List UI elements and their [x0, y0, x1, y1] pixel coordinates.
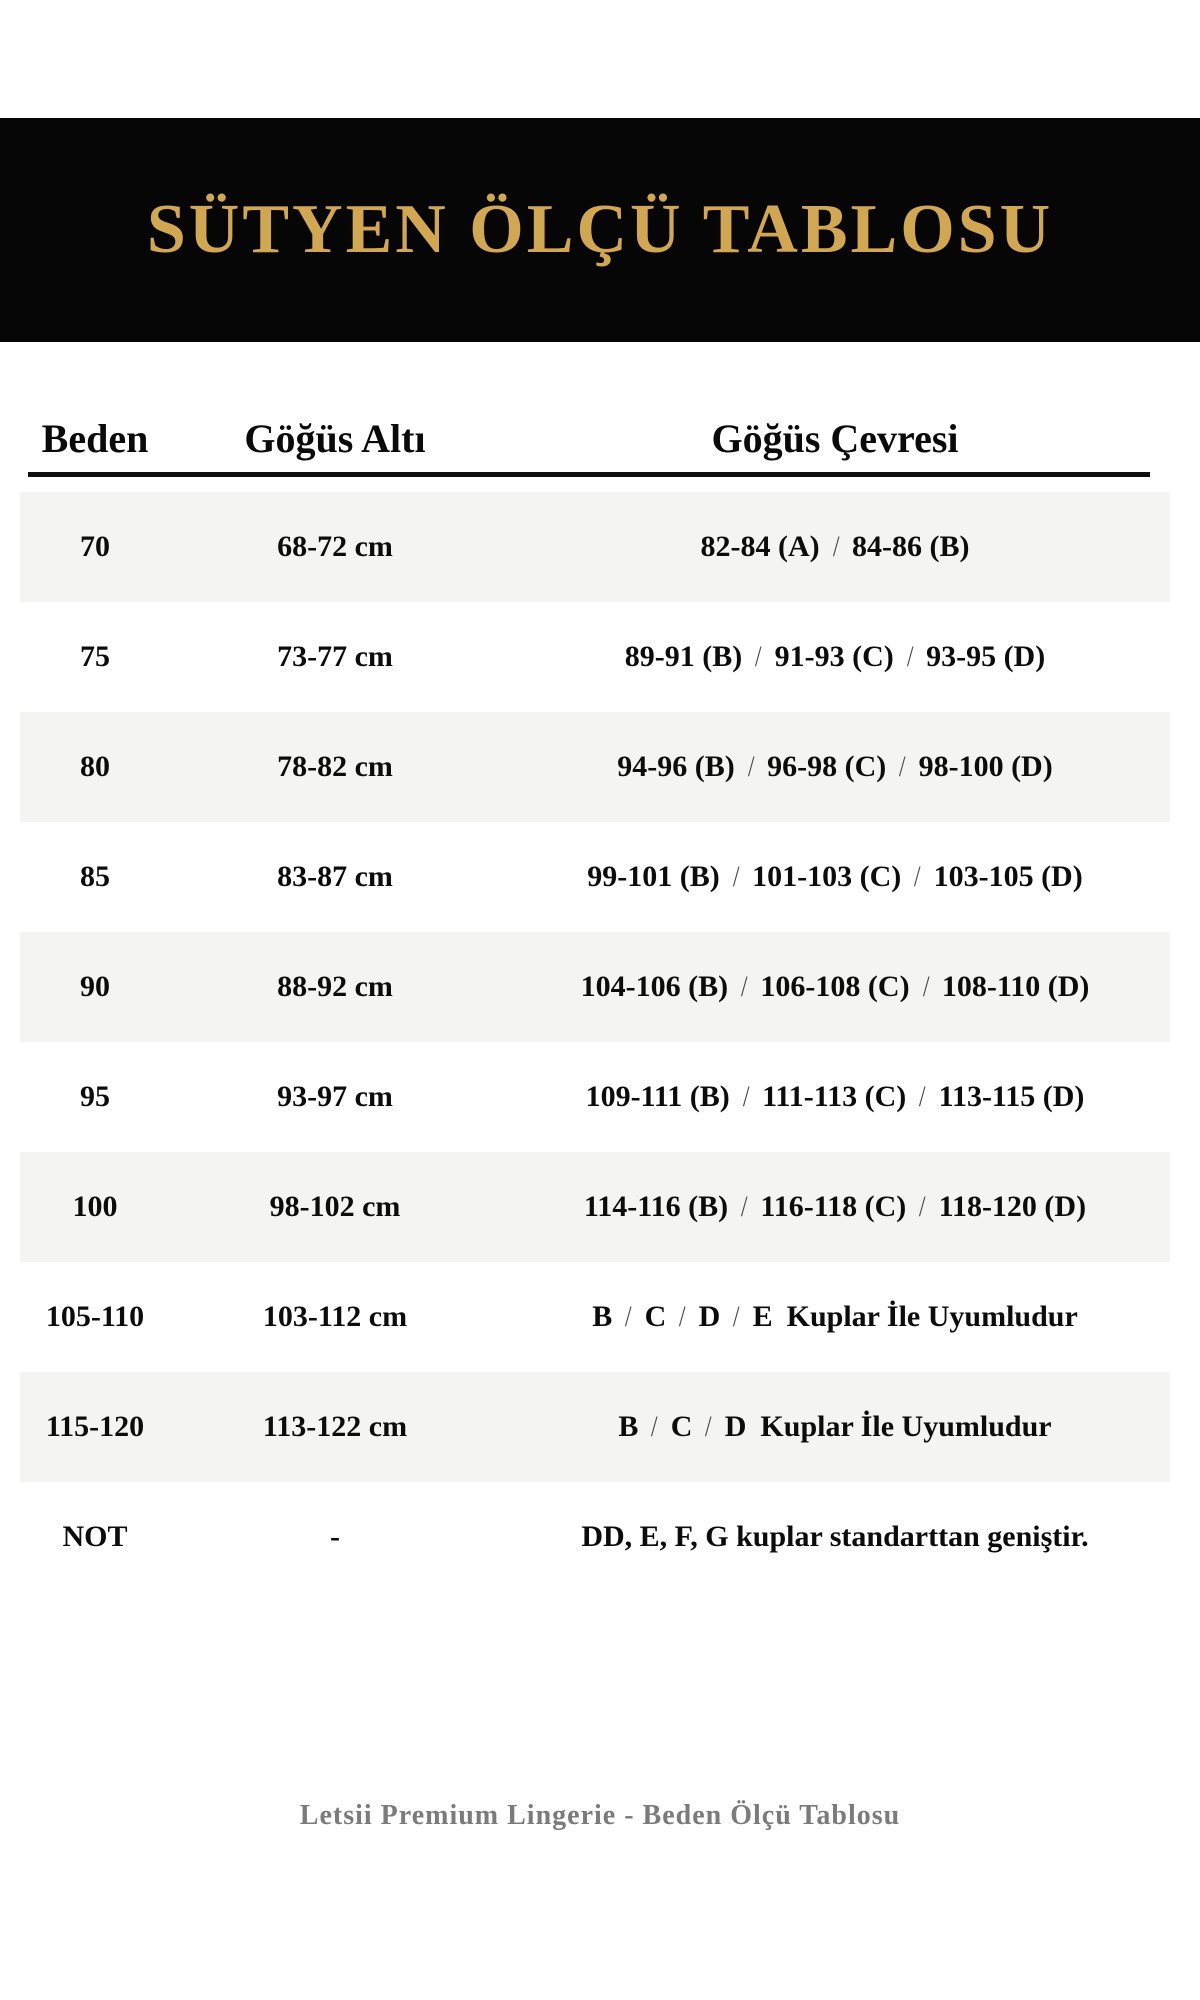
cevre-range: C [670, 1410, 693, 1443]
separator-slash: / [919, 1190, 926, 1223]
cevre-range: 118-120 (D) [938, 1190, 1087, 1223]
beden-cell: 105-110 [45, 1300, 145, 1333]
gogus-alti-cell: - [330, 1520, 340, 1553]
gogus-alti-cell: 103-112 cm [262, 1300, 408, 1333]
table-row [20, 1152, 1170, 1262]
gogus-cevresi-cell [500, 1300, 1170, 1334]
column-header-beden: Beden [41, 416, 149, 461]
gogus-cevresi-cell: DD, E, F, G kuplar standarttan geniştir. [581, 1520, 1089, 1553]
cevre-range: 116-118 (C) [760, 1190, 907, 1223]
cevre-range: 99-101 (B) [587, 860, 720, 893]
cevre-range: 98-100 (D) [918, 750, 1053, 783]
beden-cell: 80 [80, 750, 110, 783]
separator-slash: / [740, 1190, 748, 1223]
footer-caption: Letsii Premium Lingerie - Beden Ölçü Tablosu [299, 1800, 901, 1831]
column-header-gogus-alti: Göğüs Altı [244, 416, 426, 461]
table-row [20, 822, 1170, 932]
column-header-gogus-cevresi: Göğüs Çevresi [711, 416, 959, 461]
separator-slash: / [742, 1080, 750, 1113]
cevre-range: 89-91 (B) [624, 640, 743, 673]
gogus-alti-cell: 73-77 cm [277, 640, 393, 673]
cevre-range: 104-106 (B) [580, 970, 729, 1003]
separator-slash: / [906, 640, 914, 673]
gogus-cevresi-cell [500, 970, 1170, 1004]
gogus-alti-cell: 68-72 cm [277, 530, 393, 563]
cevre-range: 94-96 (B) [617, 750, 735, 783]
size-table [20, 342, 1170, 1592]
separator-slash: / [732, 860, 740, 893]
separator-slash: / [679, 1300, 686, 1333]
gogus-cevresi-cell [500, 1190, 1170, 1224]
table-row [20, 1042, 1170, 1152]
table-header-row [20, 342, 1170, 472]
table-row [20, 1372, 1170, 1482]
cevre-range: B [618, 1410, 639, 1443]
gogus-cevresi-cell [500, 860, 1170, 894]
beden-cell: 70 [80, 530, 110, 563]
cevre-range: 111-113 (C) [762, 1080, 907, 1113]
beden-cell: 75 [80, 640, 110, 673]
separator-slash: / [651, 1410, 658, 1443]
beden-cell: 100 [72, 1190, 118, 1223]
separator-slash: / [705, 1410, 712, 1443]
cevre-range: 101-103 (C) [752, 860, 902, 893]
beden-cell: 85 [80, 860, 110, 893]
cevre-range: 113-115 (D) [938, 1080, 1085, 1113]
cevre-range: 114-116 (B) [583, 1190, 729, 1223]
page-title: SÜTYEN ÖLÇÜ TABLOSU [146, 191, 1054, 268]
header-underline [28, 472, 1150, 477]
table-row [20, 602, 1170, 712]
beden-cell: 95 [80, 1080, 110, 1113]
separator-slash: / [832, 530, 840, 563]
gogus-alti-cell: 88-92 cm [277, 970, 393, 1003]
cevre-range: 108-110 (D) [941, 970, 1090, 1003]
cevre-range: 82-84 (A) [700, 530, 820, 563]
cevre-range: 106-108 (C) [760, 970, 910, 1003]
cevre-range: 103-105 (D) [933, 860, 1083, 893]
cevre-range: D [698, 1300, 721, 1333]
table-rows [20, 492, 1170, 1592]
title-banner [0, 118, 1200, 342]
separator-slash: / [899, 750, 906, 783]
table-row [20, 492, 1170, 602]
beden-cell: 90 [80, 970, 110, 1003]
beden-cell: 115-120 [45, 1410, 145, 1443]
cevre-range: 96-98 (C) [767, 750, 887, 783]
separator-slash: / [919, 1080, 926, 1113]
cevre-range: 109-111 (B) [585, 1080, 730, 1113]
separator-slash: / [922, 970, 930, 1003]
separator-slash: / [733, 1300, 740, 1333]
gogus-cevresi-cell [500, 1410, 1170, 1444]
cevre-range: D [724, 1410, 747, 1443]
separator-slash: / [914, 860, 921, 893]
gogus-alti-cell: 83-87 cm [277, 860, 393, 893]
cevre-suffix: Kuplar İle Uyumludur [786, 1300, 1078, 1333]
separator-slash: / [740, 970, 748, 1003]
gogus-cevresi-cell [500, 530, 1170, 564]
separator-slash: / [625, 1300, 632, 1333]
cevre-range: B [592, 1300, 613, 1333]
cevre-range: 91-93 (C) [774, 640, 894, 673]
beden-cell: NOT [62, 1520, 128, 1553]
table-row [20, 712, 1170, 822]
gogus-alti-cell: 98-102 cm [269, 1190, 401, 1223]
gogus-alti-cell: 113-122 cm [262, 1410, 408, 1443]
cevre-range: 84-86 (B) [852, 530, 970, 563]
gogus-alti-cell: 93-97 cm [277, 1080, 393, 1113]
gogus-alti-cell: 78-82 cm [277, 750, 393, 783]
separator-slash: / [755, 640, 762, 673]
cevre-range: C [644, 1300, 667, 1333]
table-row [20, 1482, 1170, 1592]
gogus-cevresi-cell [500, 640, 1170, 674]
gogus-cevresi-cell [500, 1080, 1170, 1114]
table-row [20, 932, 1170, 1042]
cevre-suffix: Kuplar İle Uyumludur [760, 1410, 1052, 1443]
separator-slash: / [747, 750, 755, 783]
gogus-cevresi-cell [500, 750, 1170, 784]
cevre-range: 93-95 (D) [926, 640, 1046, 673]
cevre-range: E [752, 1300, 773, 1333]
table-row [20, 1262, 1170, 1372]
